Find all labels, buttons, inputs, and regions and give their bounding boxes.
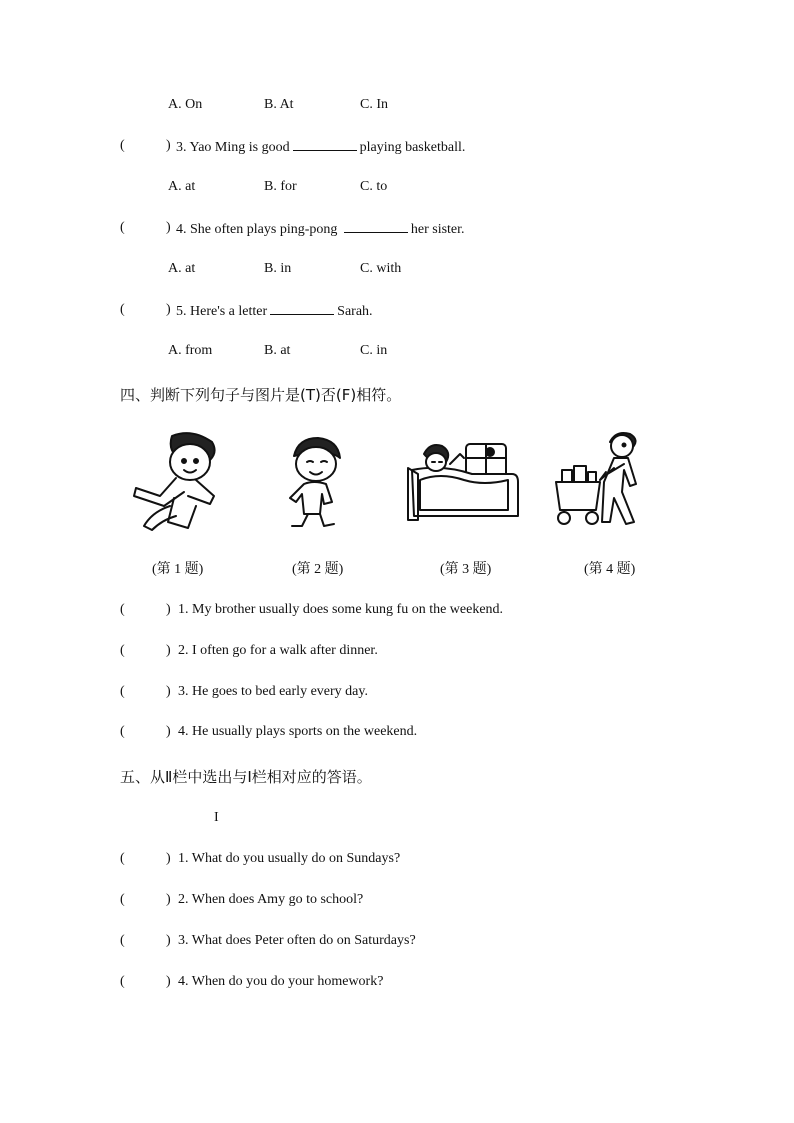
answer-paren-close: ) [166, 974, 171, 989]
judge-item-3: 3. He goes to bed early every day. [178, 684, 368, 699]
walking-boy-picture [282, 436, 346, 530]
boy-in-bed-picture [406, 440, 520, 526]
answer-paren-open: ( [120, 138, 125, 153]
answer-paren-close: ) [166, 684, 171, 699]
q2-option-a: A. On [168, 97, 203, 112]
q3-option-c: C. to [360, 179, 388, 194]
answer-paren-close: ) [166, 851, 171, 866]
answer-paren-close: ) [166, 724, 171, 739]
column-label: I [214, 810, 219, 825]
question-number: 3. [176, 140, 187, 155]
q5-option-b: B. at [264, 343, 291, 358]
answer-paren-open: ( [120, 302, 125, 317]
q4-option-a: A. at [168, 261, 196, 276]
answer-paren-open: ( [120, 892, 125, 907]
picture-caption-2: (第 2 题) [292, 562, 344, 577]
answer-paren-open: ( [120, 684, 125, 699]
answer-blank[interactable] [344, 220, 408, 233]
match-item-3: 3. What does Peter often do on Saturdays? [178, 933, 416, 948]
answer-paren-open: ( [120, 602, 125, 617]
match-item-4: 4. When do you do your homework? [178, 974, 384, 989]
section-4-title: 四、判断下列句子与图片是(T)否(F)相符。 [120, 386, 402, 404]
question-number: 5. [176, 304, 187, 319]
picture-caption-4: (第 4 题) [584, 562, 636, 577]
question-stem: Yao Ming is good [189, 140, 290, 155]
question-number: 4. [176, 222, 187, 237]
judge-item-2: 2. I often go for a walk after dinner. [178, 643, 378, 658]
answer-blank[interactable] [270, 302, 334, 315]
question-stem: Here's a letter [190, 304, 268, 319]
q4-option-b: B. in [264, 261, 292, 276]
judge-item-1: 1. My brother usually does some kung fu on the weekend. [178, 602, 504, 617]
answer-paren-close: ) [166, 643, 171, 658]
question-stem-end: playing basketball. [359, 140, 466, 155]
match-item-1: 1. What do you usually do on Sundays? [178, 851, 401, 866]
question-stem-end: Sarah. [337, 304, 373, 319]
answer-paren-open: ( [120, 974, 125, 989]
answer-paren-close: ) [166, 892, 171, 907]
question-4 [176, 220, 465, 238]
answer-paren-close: ) [166, 933, 171, 948]
answer-paren-close: ) [166, 220, 171, 235]
question-3 [176, 138, 465, 156]
answer-paren-open: ( [120, 933, 125, 948]
boy-pushing-cart-picture [552, 430, 664, 528]
question-stem-end: her sister. [410, 222, 465, 237]
answer-paren-open: ( [120, 851, 125, 866]
match-item-2: 2. When does Amy go to school? [178, 892, 364, 907]
q3-option-a: A. at [168, 179, 196, 194]
answer-paren-close: ) [166, 302, 171, 317]
answer-paren-close: ) [166, 138, 171, 153]
q5-option-a: A. from [168, 343, 213, 358]
answer-blank[interactable] [293, 138, 357, 151]
section-5-title: 五、从Ⅱ栏中选出与Ⅰ栏相对应的答语。 [120, 768, 372, 786]
q5-option-c: C. in [360, 343, 388, 358]
answer-paren-open: ( [120, 643, 125, 658]
q2-option-b: B. At [264, 97, 294, 112]
judge-item-4: 4. He usually plays sports on the weekend. [178, 724, 418, 739]
answer-paren-open: ( [120, 220, 125, 235]
answer-paren-close: ) [166, 602, 171, 617]
q4-option-c: C. with [360, 261, 402, 276]
q3-option-b: B. for [264, 179, 297, 194]
answer-paren-open: ( [120, 724, 125, 739]
picture-caption-1: (第 1 题) [152, 562, 204, 577]
question-5 [176, 302, 373, 320]
q2-option-c: C. In [360, 97, 388, 112]
picture-caption-3: (第 3 题) [440, 562, 492, 577]
question-stem: She often plays ping-pong [190, 222, 338, 237]
kung-fu-boy-picture [132, 428, 226, 532]
